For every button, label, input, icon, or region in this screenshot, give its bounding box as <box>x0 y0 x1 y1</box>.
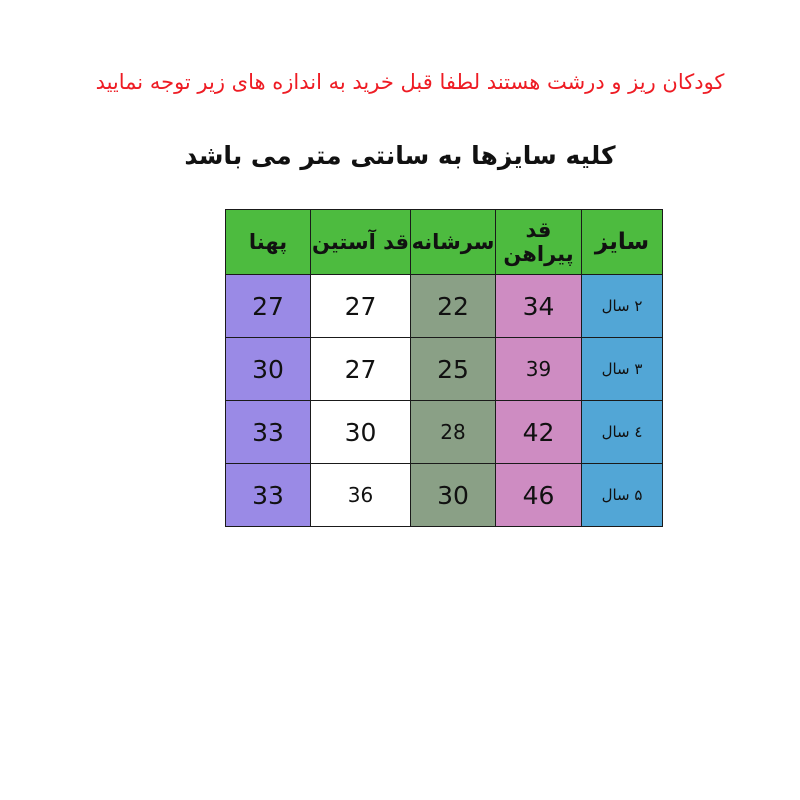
size-notice: کودکان ریز و درشت هستند لطفا قبل خرید به اندازه های زیر توجه نمایید <box>95 70 725 94</box>
cell-width: 27 <box>226 275 311 338</box>
cell-garment-length: 34 <box>496 275 582 338</box>
cell-shoulder: 30 <box>411 464 496 527</box>
table-row <box>226 464 663 527</box>
table-row <box>226 275 663 338</box>
cell-sleeve-length: 27 <box>311 338 411 401</box>
size-chart-table <box>225 209 663 527</box>
cell-width: 33 <box>226 464 311 527</box>
header-width: پهنا <box>226 210 311 275</box>
cell-size: ۵ سال <box>582 464 663 527</box>
cell-size: ۳ سال <box>582 338 663 401</box>
header-shoulder: سرشانه <box>411 210 496 275</box>
cell-shoulder: 25 <box>411 338 496 401</box>
cell-size: ٤ سال <box>582 401 663 464</box>
cell-garment-length: 39 <box>496 338 582 401</box>
cell-garment-length: 42 <box>496 401 582 464</box>
cell-sleeve-length: 36 <box>311 464 411 527</box>
header-size: سایز <box>582 210 663 275</box>
cell-width: 30 <box>226 338 311 401</box>
cell-sleeve-length: 27 <box>311 275 411 338</box>
cell-garment-length: 46 <box>496 464 582 527</box>
cell-sleeve-length: 30 <box>311 401 411 464</box>
table-row <box>226 338 663 401</box>
header-garment-length: قد پیراهن <box>496 210 582 275</box>
cell-shoulder: 22 <box>411 275 496 338</box>
cell-size: ۲ سال <box>582 275 663 338</box>
units-title: کلیه سایزها به سانتی متر می باشد <box>184 141 616 170</box>
cell-width: 33 <box>226 401 311 464</box>
table-row <box>226 401 663 464</box>
header-sleeve-length: قد آستین <box>311 210 411 275</box>
cell-shoulder: 28 <box>411 401 496 464</box>
table-header-row <box>226 210 663 275</box>
